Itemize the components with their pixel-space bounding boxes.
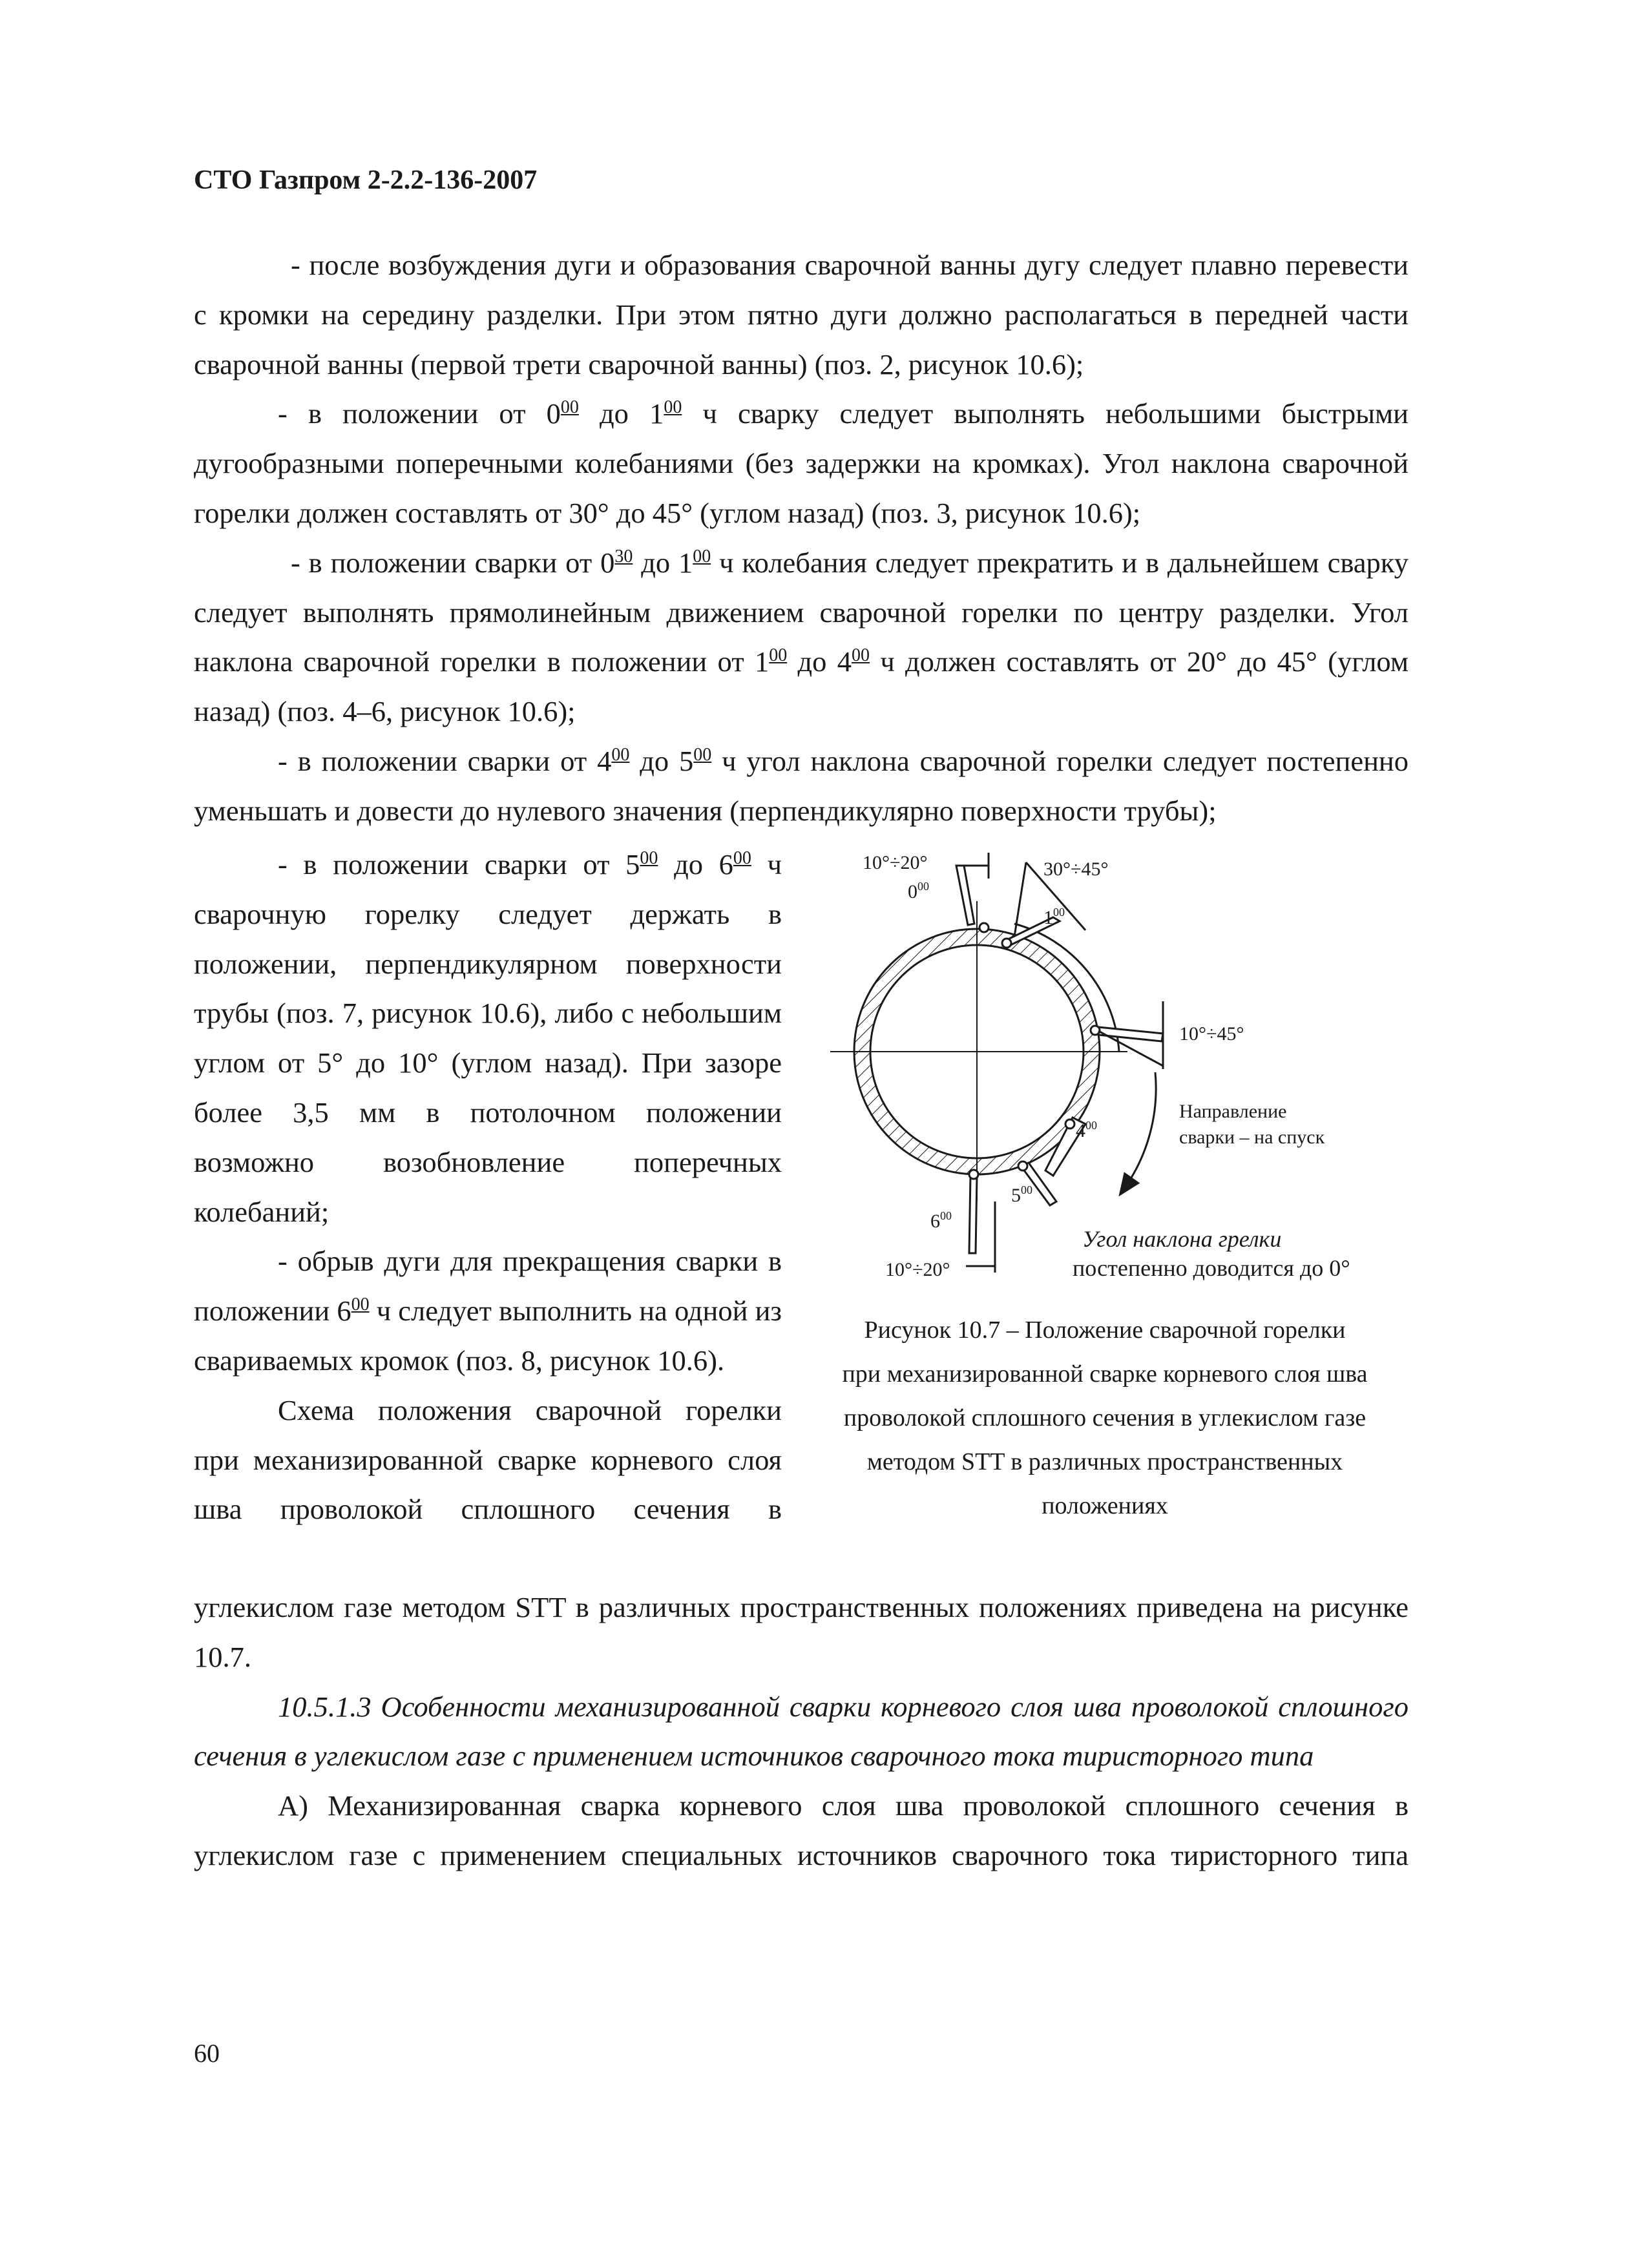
paragraph-arc-transfer: - после возбуждения дуги и образования сварочной ванны дугу следует плавно перевести с кромки на середину разделки. При этом пятно дуги должно располагаться в передней части сварочной ванны (первой трети сварочной ванны) (поз. 2, рисунок 10.6); xyxy=(194,249,1409,380)
paragraph-scheme-continuation: углекислом газе методом STT в различных пространственных положениях приведена на рисунке 10.7. xyxy=(194,1591,1409,1673)
label-angle-top-right: 30°÷45° xyxy=(1043,858,1109,880)
paragraph-position-0-1: - в положении от $0^{00}$ до $1^{00}$ ч сварку следует выполнять небольшими быстрыми дугообразными поперечными колебаниями (без задержки на кромках). Угол наклона сварочной горелки должен составлять от 30° до 45° (углом назад) (поз. 3, рисунок 10.6); xyxy=(194,397,1409,529)
caption-line-3: проволокой сплошного сечения в углекислом газе xyxy=(843,1404,1367,1431)
page-number: 60 xyxy=(194,2039,220,2068)
paragraph-arc-break: - обрыв дуги для прекращения сварки в положении $6^{00}$ ч следует выполнить на одной из свариваемых кромок (поз. 8, рисунок 10.6). xyxy=(194,1245,782,1377)
body-text-bottom xyxy=(194,1583,1409,1880)
figure-torch-position-diagram xyxy=(801,840,1409,1305)
label-pos-1: $1^{00}$ xyxy=(1043,906,1065,928)
caption-line-2: при механизированной сварке корневого слоя шва xyxy=(842,1360,1368,1388)
paragraph-scheme-intro: Схема положения сварочной горелки при механизированной сварке корневого слоя шва проволокой сплошного сечения в xyxy=(194,1393,782,1526)
torch-6-oclock xyxy=(966,1170,995,1273)
label-direction-line2: сварки – на спуск xyxy=(1179,1127,1325,1148)
caption-line-5: положениях xyxy=(1042,1492,1168,1519)
paragraph-position-030-100: - в положении сварки от $0^{30}$ до $1^{00}$ ч колебания следует прекратить и в дальнейшем сварку следует выполнять прямолинейным движением сварочной горелки по центру разделки. Угол наклона сварочной горелки в положении от $1^{00}$ до $4^{00}$ ч должен составлять от 20° до 45° (углом назад) (поз. 4–6, рисунок 10.6); xyxy=(194,546,1409,728)
label-pos-4: $4^{00}$ xyxy=(1076,1119,1097,1141)
label-pos-5: $5^{00}$ xyxy=(1011,1183,1032,1206)
figure-caption xyxy=(785,1308,1425,1528)
label-pos-0: $0^{00}$ xyxy=(908,880,929,902)
caption-line-1: Рисунок 10.7 – Положение сварочной горелки xyxy=(864,1316,1346,1344)
caption-line-4: методом STT в различных пространственных xyxy=(866,1448,1343,1475)
label-direction-line1: Направление xyxy=(1179,1101,1287,1122)
paragraph-thyristor-sources: А) Механизированная сварка корневого слоя шва проволокой сплошного сечения в углекислом газе с применением специальных источников сварочного тока тиристорного типа xyxy=(194,1789,1409,1871)
body-text-left-column xyxy=(194,840,782,1534)
paragraph-position-4-5: - в положении сварки от $4^{00}$ до $5^{00}$ ч угол наклона сварочной горелки следует постепенно уменьшать и довести до нулевого значения (перпендикулярно поверхности трубы); xyxy=(194,744,1409,827)
label-pos-6: $6^{00}$ xyxy=(930,1209,952,1232)
torch-top xyxy=(956,853,989,932)
paragraph-position-5-6: - в положении сварки от $5^{00}$ до $6^{00}$ ч сварочную горелку следует держать в положении, перпендикулярном поверхности трубы (поз. 7, рисунок 10.6), либо с небольшим углом от 5° до 10° (углом назад). При зазоре более 3,5 мм в потолочном положении возможно возобновление поперечных колебаний; xyxy=(194,848,782,1228)
label-note-line2: постепенно доводится до 0° xyxy=(1073,1255,1350,1281)
torch-3-oclock xyxy=(1091,1001,1163,1069)
pipe-diagram-svg xyxy=(801,840,1409,1305)
body-text-top xyxy=(194,240,1409,836)
label-angle-top-left: 10°÷20° xyxy=(863,852,928,873)
label-angle-right: 10°÷45° xyxy=(1179,1023,1244,1045)
label-note-line1: Угол наклона грелки xyxy=(1082,1226,1282,1252)
page-header: СТО Газпром 2-2.2-136-2007 xyxy=(194,165,538,195)
direction-arrow xyxy=(1124,1072,1156,1189)
label-angle-bottom: 10°÷20° xyxy=(885,1259,950,1280)
subsection-heading: 10.5.1.3 Особенности механизированной сварки корневого слоя шва проволокой сплошного сечения в углекислом газе с применением источников сварочного тока тиристорного типа xyxy=(194,1690,1409,1773)
